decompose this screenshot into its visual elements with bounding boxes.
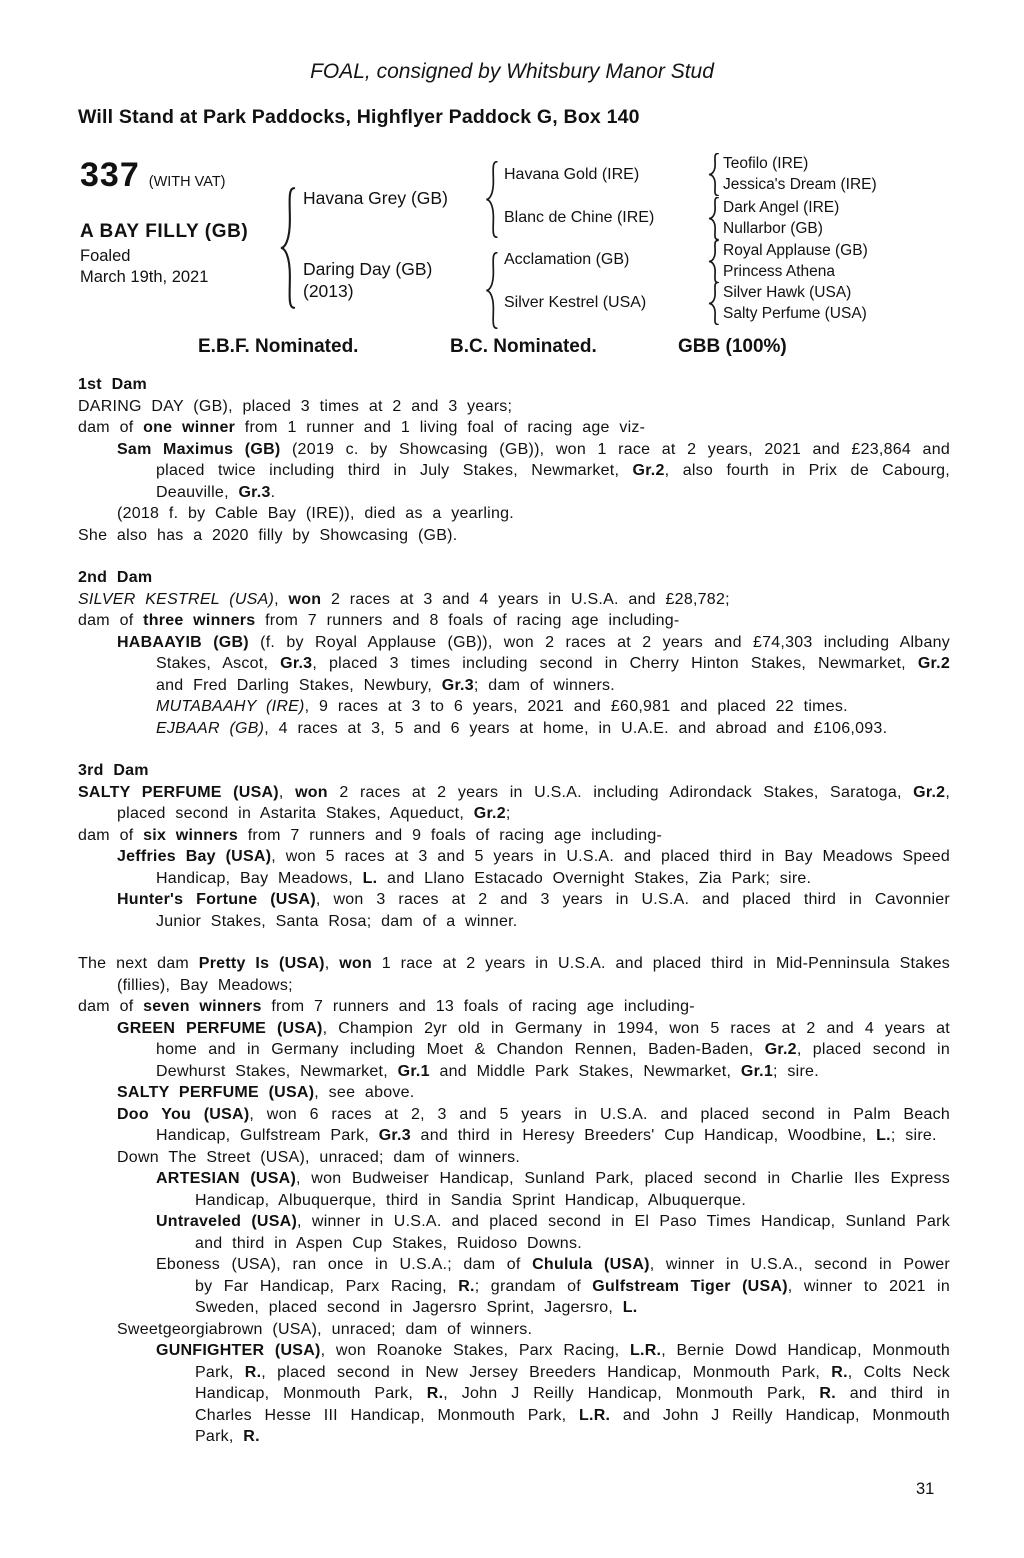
paragraph [78, 825, 950, 847]
text-run: and John J Reilly Handicap, Monmouth Park, [195, 1406, 950, 1445]
text-run: (2018 f. by Cable Bay (IRE)), died as a yearling. [117, 505, 514, 522]
foaled-label: Foaled [80, 247, 131, 265]
text-run: ; sire. [773, 1062, 819, 1080]
text-run-b: Gr.2 [473, 805, 506, 822]
text-run-i: SILVER KESTREL (USA) [78, 590, 275, 608]
pedigree-dam-year: (2013) [303, 281, 354, 301]
text-run: , Colts Neck Handicap, Monmouth Park, [195, 1363, 950, 1402]
text-run-b: one winner [143, 419, 236, 436]
text-run: , [274, 590, 289, 608]
page-title: FOAL, consigned by Whitsbury Manor Stud [310, 60, 714, 83]
paragraph [78, 1211, 950, 1254]
paragraph [78, 846, 950, 889]
pedigree-gen3-name: Dark Angel (IRE) [723, 199, 840, 216]
text-run: ; dam of winners. [473, 676, 615, 694]
pedigree-gen3-name: Jessica's Dream (IRE) [723, 175, 877, 193]
text-run: and Fred Darling Stakes, Newbury, [156, 676, 442, 694]
paragraph [78, 589, 950, 611]
text-run-b: three winners [143, 612, 256, 629]
pedigree-sire-sire-name: Havana Gold (IRE) [504, 166, 640, 183]
text-run-b: R. [831, 1363, 848, 1381]
paragraph [78, 1082, 950, 1104]
foaled-date: March 19th, 2021 [80, 268, 209, 286]
text-run: , placed second in Dewhurst Stakes, Newmarket, [156, 1041, 950, 1080]
stand-location-line: Will Stand at Park Paddocks, Highflyer Paddock G, Box 140 [78, 106, 640, 128]
paragraph [78, 782, 950, 825]
pedigree-brace-sire [484, 161, 499, 238]
pedigree-brace-gen1 [278, 187, 297, 309]
text-run-b: R. [426, 1385, 444, 1402]
text-run-b: six winners [143, 826, 239, 844]
text-run: 2 races at 3 and 4 years in U.S.A. and £28,782; [321, 590, 730, 608]
text-run: The next dam [78, 955, 199, 972]
text-run: , winner to 2021 in Sweden, placed second in Jagersro Sprint, Jagersro, [195, 1277, 950, 1316]
text-run-b: Gr.1 [397, 1062, 430, 1080]
text-run: dam of [78, 826, 144, 844]
paragraph [78, 996, 950, 1018]
text-run: , won 5 races at 3 and 5 years in U.S.A. and placed third in Bay Meadows Speed Handicap, Bay Meadows, [156, 848, 950, 887]
pedigree-section-1 [78, 374, 950, 546]
pedigree-section-2 [78, 567, 950, 739]
pedigree-gen3-pair-2 [723, 198, 839, 239]
text-run: , winner in U.S.A., second in Power by Far Handicap, Parx Racing, [195, 1256, 951, 1295]
text-run-b: won [339, 955, 372, 972]
text-run: , John J Reilly Handicap, Monmouth Park, [443, 1385, 820, 1402]
paragraph [78, 889, 950, 932]
text-run-b: Hunter's Fortune (USA) [117, 891, 316, 908]
text-run-b: Gulfstream Tiger (USA) [592, 1277, 788, 1295]
text-run: (f. by Royal Applause (GB)), won 2 races at 2 years and £74,303 including Albany Stakes, Ascot, [156, 633, 951, 672]
text-run: , 4 races at 3, 5 and 6 years at home, in U.A.E. and abroad and £106,093. [264, 719, 888, 737]
text-run: dam of [78, 612, 144, 629]
text-run: , 9 races at 3 to 6 years, 2021 and £60,981 and placed 22 times. [304, 698, 848, 715]
paragraph [78, 696, 950, 718]
pedigree-sire-name: Havana Grey (GB) [303, 188, 448, 208]
text-run: , [324, 955, 340, 972]
text-run: Sweetgeorgiabrown (USA), unraced; dam of winners. [117, 1320, 533, 1338]
lot-number: 337 [80, 156, 140, 194]
paragraph [78, 1018, 950, 1083]
text-run-i: MUTABAAHY (IRE) [156, 698, 305, 715]
text-run-b: won [288, 590, 322, 608]
lot-number-row [80, 156, 226, 195]
text-run-b: Doo You (USA) [117, 1105, 250, 1123]
text-run-b: R. [243, 1428, 260, 1445]
text-run: , won Roanoke Stakes, Parx Racing, [320, 1342, 630, 1359]
text-run: from 1 runner and 1 living foal of racing age viz- [235, 419, 646, 436]
text-run: ; [505, 805, 511, 822]
text-run-b: Pretty Is (USA) [198, 955, 325, 972]
nomination-bc: B.C. Nominated. [450, 336, 597, 357]
text-run: . [270, 483, 276, 501]
text-run: , also fourth in Prix de Cabourg, Deauville, [156, 462, 950, 501]
text-run-b: seven winners [143, 998, 262, 1015]
pedigree-brace-dam-sire [707, 240, 720, 283]
text-run: (2019 c. by Showcasing (GB)), won 1 race at 2 years, 2021 and £23,864 and placed twice including third in July Stakes, Newmarket, [156, 440, 950, 479]
pedigree-dam-sire-name: Acclamation (GB) [504, 251, 630, 268]
pedigree-gen3-pair-1 [723, 154, 877, 195]
paragraph [78, 1319, 950, 1341]
nomination-gbb: GBB (100%) [678, 336, 787, 357]
paragraph [78, 632, 950, 697]
paragraph [78, 525, 950, 547]
text-run-b: Chulula (USA) [532, 1256, 650, 1273]
horse-name: A BAY FILLY (GB) [80, 221, 249, 242]
pedigree-brace-sire-sire [707, 153, 720, 196]
pedigree-sire-dam-name: Blanc de Chine (IRE) [504, 209, 655, 226]
text-run: dam of [78, 419, 144, 436]
pedigree-dam-dam-name: Silver Kestrel (USA) [504, 294, 647, 311]
paragraph [78, 1147, 950, 1169]
catalogue-sections [78, 374, 950, 1448]
text-run: , Champion 2yr old in Germany in 1994, won 5 races at 2 and 4 years at home and in Germany including Moet & Chandon Rennen, Baden-Baden, [156, 1019, 950, 1058]
text-run: 2 races at 2 years in U.S.A. including Adirondack Stakes, Saratoga, [327, 783, 914, 801]
text-run: DARING DAY (GB), placed 3 times at 2 and 3 years; [78, 397, 513, 415]
section-heading: 3rd Dam [78, 762, 149, 779]
text-run: dam of [78, 998, 144, 1015]
text-run-b: Untraveled (USA) [156, 1213, 298, 1230]
paragraph [78, 396, 950, 418]
text-run: and Llano Estacado Overnight Stakes, Zia Park; sire. [377, 869, 812, 887]
nomination-ebf: E.B.F. Nominated. [198, 336, 359, 357]
pedigree-dam-name: Daring Day (GB) [303, 259, 433, 279]
paragraph [78, 439, 950, 504]
pedigree-gen3-pair-4 [723, 283, 867, 324]
text-run: Eboness (USA), ran once in U.S.A.; dam of [156, 1256, 533, 1273]
paragraph [78, 610, 950, 632]
text-run-b: R. [458, 1277, 475, 1295]
text-run-b: Gr.2 [632, 462, 665, 479]
text-run: , Bernie Dowd Handicap, Monmouth Park, [195, 1342, 950, 1381]
text-run-b: HABAAYIB (GB) [117, 633, 249, 651]
text-run-b: SALTY PERFUME (USA) [117, 1084, 315, 1101]
page-number: 31 [916, 1480, 935, 1498]
text-run-b: Gr.3 [238, 483, 271, 501]
text-run: , winner in U.S.A. and placed second in El Paso Times Handicap, Sunland Park and third in Aspen Cup Stakes, Ruidoso Downs. [195, 1213, 951, 1252]
text-run: ; grandam of [474, 1277, 593, 1295]
pedigree-gen3-name: Silver Hawk (USA) [723, 284, 852, 301]
text-run: from 7 runners and 13 foals of racing age including- [261, 998, 695, 1015]
lot-vat-note: (WITH VAT) [148, 174, 226, 190]
text-run: ; sire. [890, 1127, 937, 1144]
text-run: and Middle Park Stakes, Newmarket, [429, 1062, 741, 1080]
text-run: Down The Street (USA), unraced; dam of winners. [117, 1148, 521, 1166]
paragraph [78, 503, 950, 525]
text-run-b: SALTY PERFUME (USA) [78, 783, 279, 801]
text-run-b: L. [876, 1127, 891, 1144]
text-run: , see above. [314, 1084, 415, 1101]
pedigree-section-3 [78, 760, 950, 932]
text-run-b: Gr.3 [441, 676, 474, 694]
pedigree-section-4 [78, 953, 950, 1448]
paragraph [78, 718, 950, 740]
paragraph [78, 417, 950, 439]
text-run-b: Gr.2 [764, 1041, 797, 1058]
section-heading: 2nd Dam [78, 569, 153, 586]
text-run: , placed second in Astarita Stakes, Aqueduct, [117, 783, 951, 822]
text-run: , won Budweiser Handicap, Sunland Park, placed second in Charlie Iles Express Handicap, Albuquerque, third in Sandia Sprint Handicap, Albuquerque. [195, 1170, 950, 1209]
text-run-b: L.R. [630, 1342, 662, 1359]
paragraph [78, 1168, 950, 1211]
pedigree-brace-dam-dam [707, 282, 720, 325]
text-run: from 7 runners and 9 foals of racing age including- [238, 826, 663, 844]
paragraph [78, 1340, 950, 1448]
pedigree-gen3-name: Salty Perfume (USA) [723, 304, 867, 322]
text-run-b: GREEN PERFUME (USA) [117, 1019, 323, 1037]
text-run-b: L.R. [578, 1406, 611, 1424]
text-run-b: Gr.2 [913, 783, 946, 801]
pedigree-gen3-pair-3 [723, 241, 868, 282]
pedigree-brace-sire-dam [707, 197, 720, 240]
text-run-b: R. [244, 1363, 262, 1381]
text-run: She also has a 2020 filly by Showcasing (GB). [78, 526, 458, 544]
pedigree-gen3-name: Princess Athena [723, 262, 836, 280]
text-run-b: Sam Maximus (GB) [117, 440, 281, 458]
text-run-b: Gr.3 [378, 1127, 411, 1144]
text-run: , won 6 races at 2, 3 and 5 years in U.S.A. and placed second in Palm Beach Handicap, Gulfstream Park, [156, 1105, 951, 1144]
text-run: , won 3 races at 2 and 3 years in U.S.A. and placed third in Cavonnier Junior Stakes, Santa Rosa; dam of a winner. [156, 891, 951, 930]
paragraph [78, 1254, 950, 1319]
text-run-b: Gr.1 [740, 1062, 774, 1080]
pedigree-gen3-name: Nullarbor (GB) [723, 219, 823, 237]
text-run-b: GUNFIGHTER (USA) [156, 1342, 321, 1359]
pedigree-gen3-name: Teofilo (IRE) [723, 155, 809, 172]
text-run-b: L. [362, 869, 378, 887]
pedigree-gen3-name: Royal Applause (GB) [723, 242, 868, 259]
text-run-i: EJBAAR (GB) [156, 719, 265, 737]
text-run-b: ARTESIAN (USA) [156, 1170, 297, 1187]
text-run: and third in Heresy Breeders' Cup Handicap, Woodbine, [410, 1127, 877, 1144]
text-run: and third in Charles Hesse III Handicap, Monmouth Park, [195, 1385, 951, 1424]
text-run-b: Jeffries Bay (USA) [117, 848, 272, 865]
text-run: 1 race at 2 years in U.S.A. and placed third in Mid-Penninsula Stakes (fillies), Bay Meadows; [117, 955, 951, 994]
pedigree-brace-dam [484, 252, 499, 329]
text-run-b: Gr.3 [280, 655, 313, 672]
text-run-b: R. [819, 1385, 836, 1402]
paragraph [78, 953, 950, 996]
text-run: , placed 3 times including second in Cherry Hinton Stakes, Newmarket, [312, 655, 918, 672]
paragraph [78, 1104, 950, 1147]
text-run-b: won [295, 783, 328, 801]
text-run-b: Gr.2 [917, 655, 950, 672]
text-run: , placed second in New Jersey Breeders Handicap, Monmouth Park, [261, 1363, 832, 1381]
text-run: from 7 runners and 8 foals of racing age including- [255, 612, 680, 629]
text-run: , [278, 783, 296, 801]
text-run-b: L. [622, 1299, 638, 1316]
section-heading: 1st Dam [78, 376, 147, 393]
